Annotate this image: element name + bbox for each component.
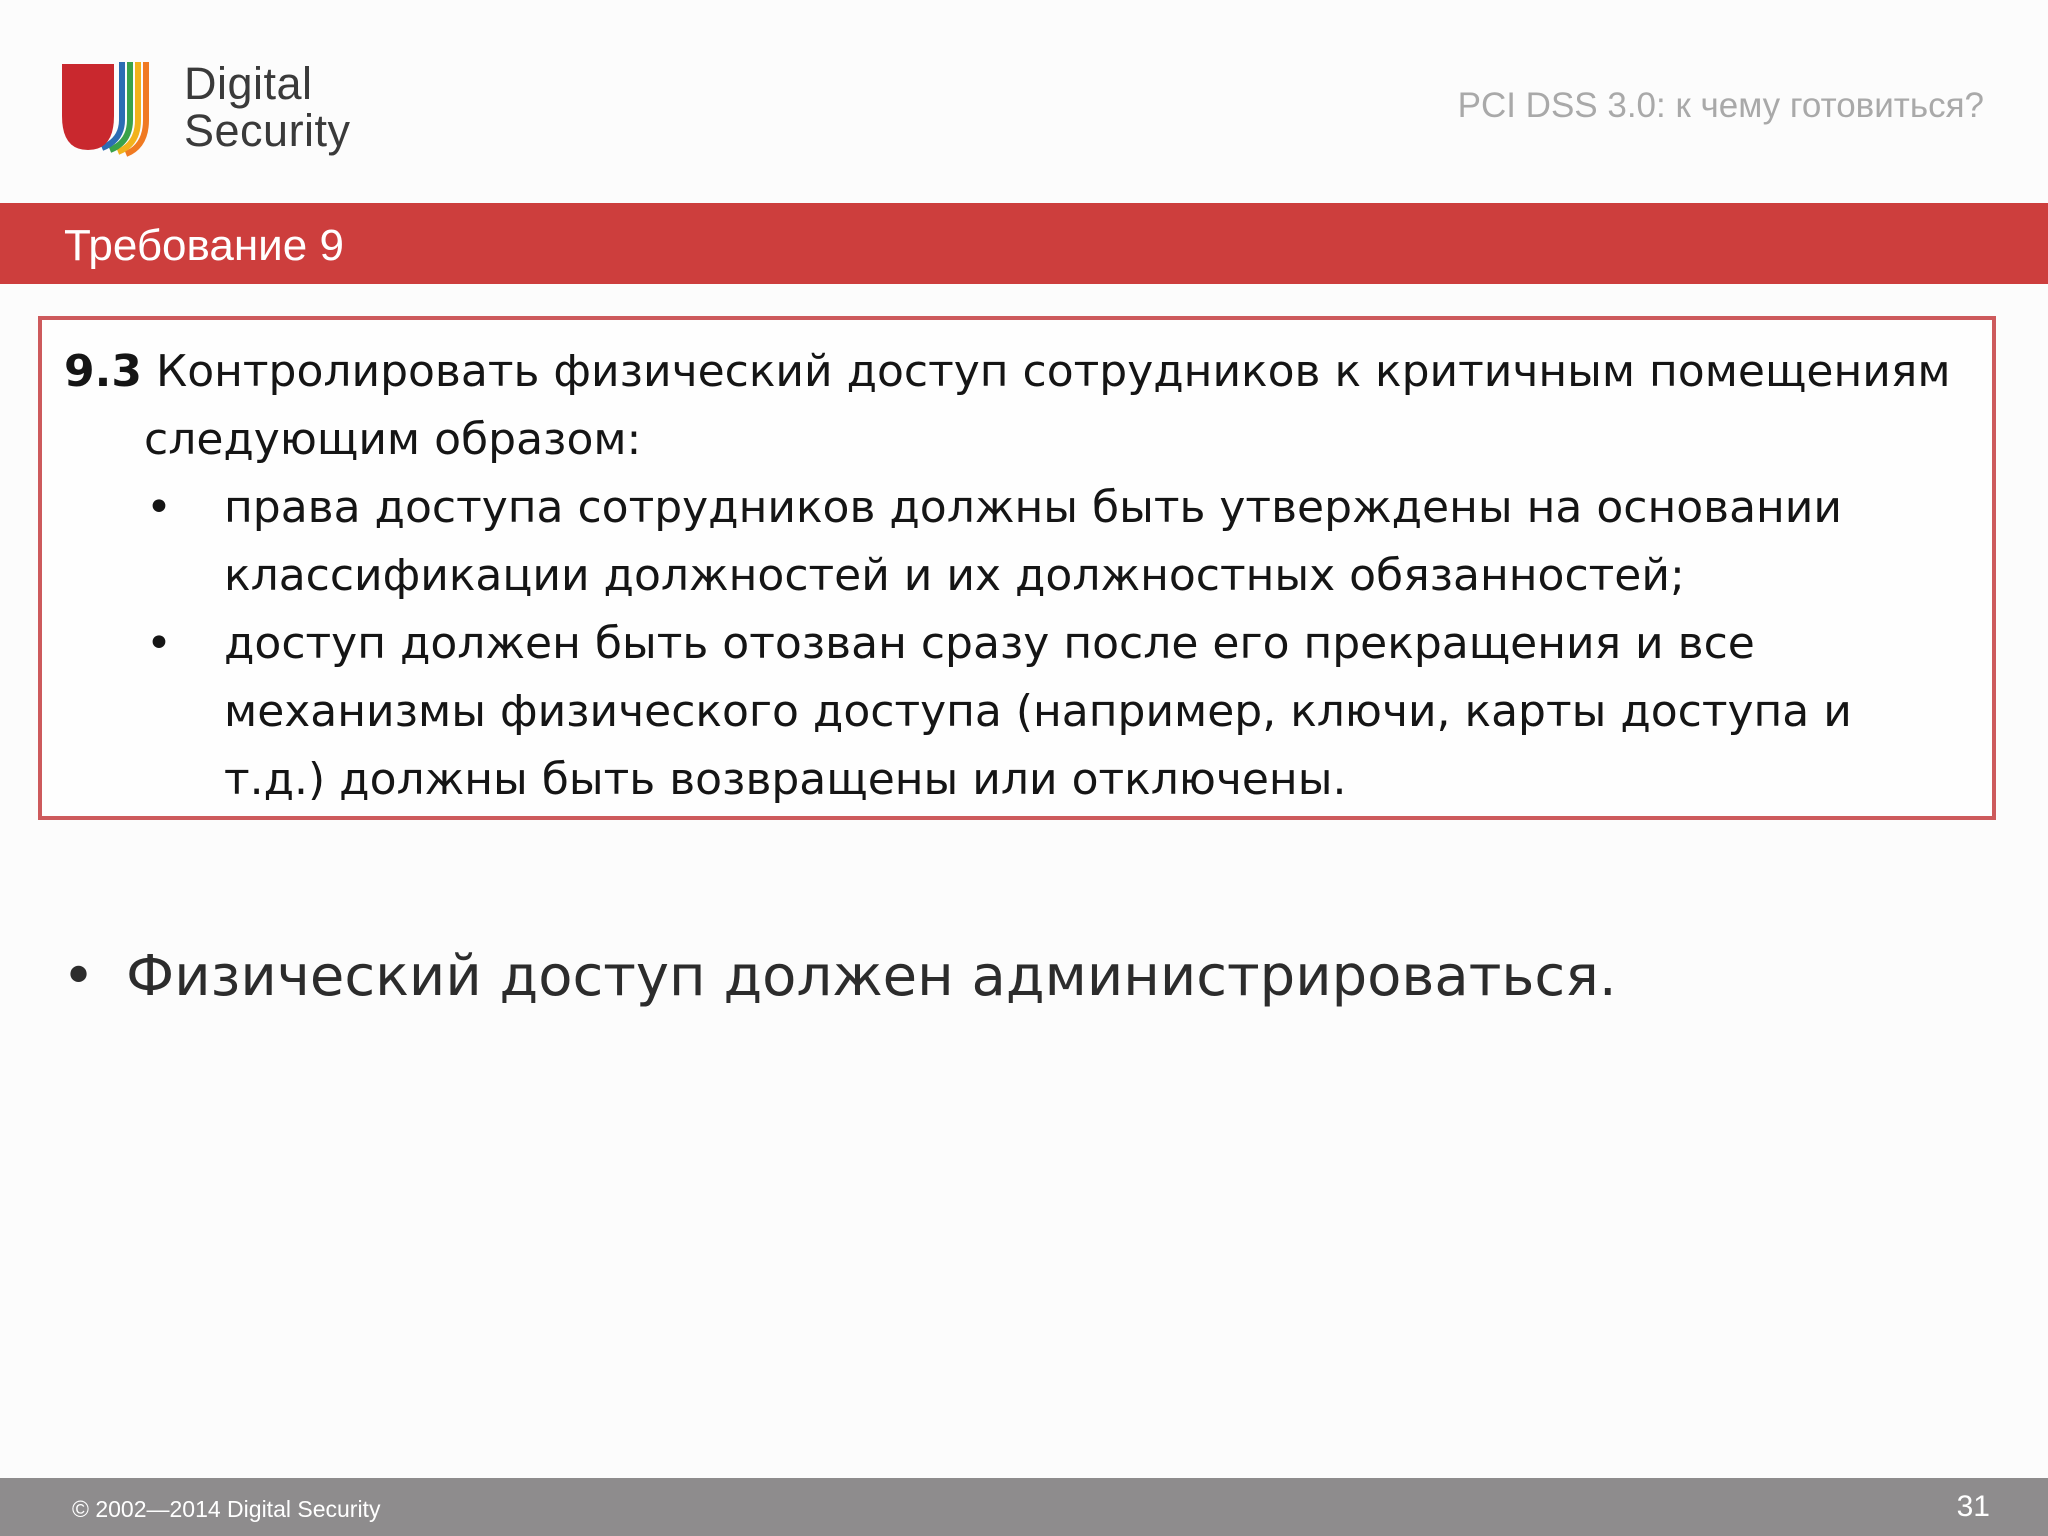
footer [0, 1478, 2048, 1536]
requirement-number: 9.3 [64, 346, 142, 397]
section-band [0, 203, 2048, 284]
page-number: 31 [1956, 1490, 1990, 1523]
requirement-box [38, 316, 1996, 820]
digital-security-logo [62, 58, 362, 158]
requirement-heading-text: Контролировать физический доступ сотрудников к критичным помещениям следующим образом: [144, 346, 1951, 465]
logo-text [184, 60, 351, 154]
logo-text-line2: Security [184, 105, 351, 156]
bullet-icon: • [146, 482, 172, 533]
requirement-bullet-text: доступ должен быть отозван сразу после его прекращения и все механизмы физического доступа (например, ключи, карты доступа и т.д.) должны быть возвращены или отключены. [224, 618, 1852, 805]
logo-text-line1: Digital [184, 58, 313, 109]
requirement-bullet-text: права доступа сотрудников должны быть утверждены на основании классификации должностей и их должностных обязанностей; [224, 482, 1842, 601]
bullet-icon: • [146, 618, 172, 669]
requirement-text [64, 338, 1952, 814]
requirement-bullet [64, 610, 1952, 814]
logo-shield-icon [62, 58, 172, 158]
main-bullet [62, 944, 1962, 1009]
requirement-heading [64, 338, 1952, 474]
copyright: © 2002—2014 Digital Security [72, 1496, 381, 1522]
requirement-bullet [64, 474, 1952, 610]
presentation-title: PCI DSS 3.0: к чему готовиться? [1457, 86, 1984, 125]
requirement-bullet-list [64, 474, 1952, 814]
main-bullet-text: Физический доступ должен администрироваться. [126, 944, 1617, 1009]
section-title: Требование 9 [64, 221, 344, 270]
bullet-icon: • [62, 944, 96, 1009]
